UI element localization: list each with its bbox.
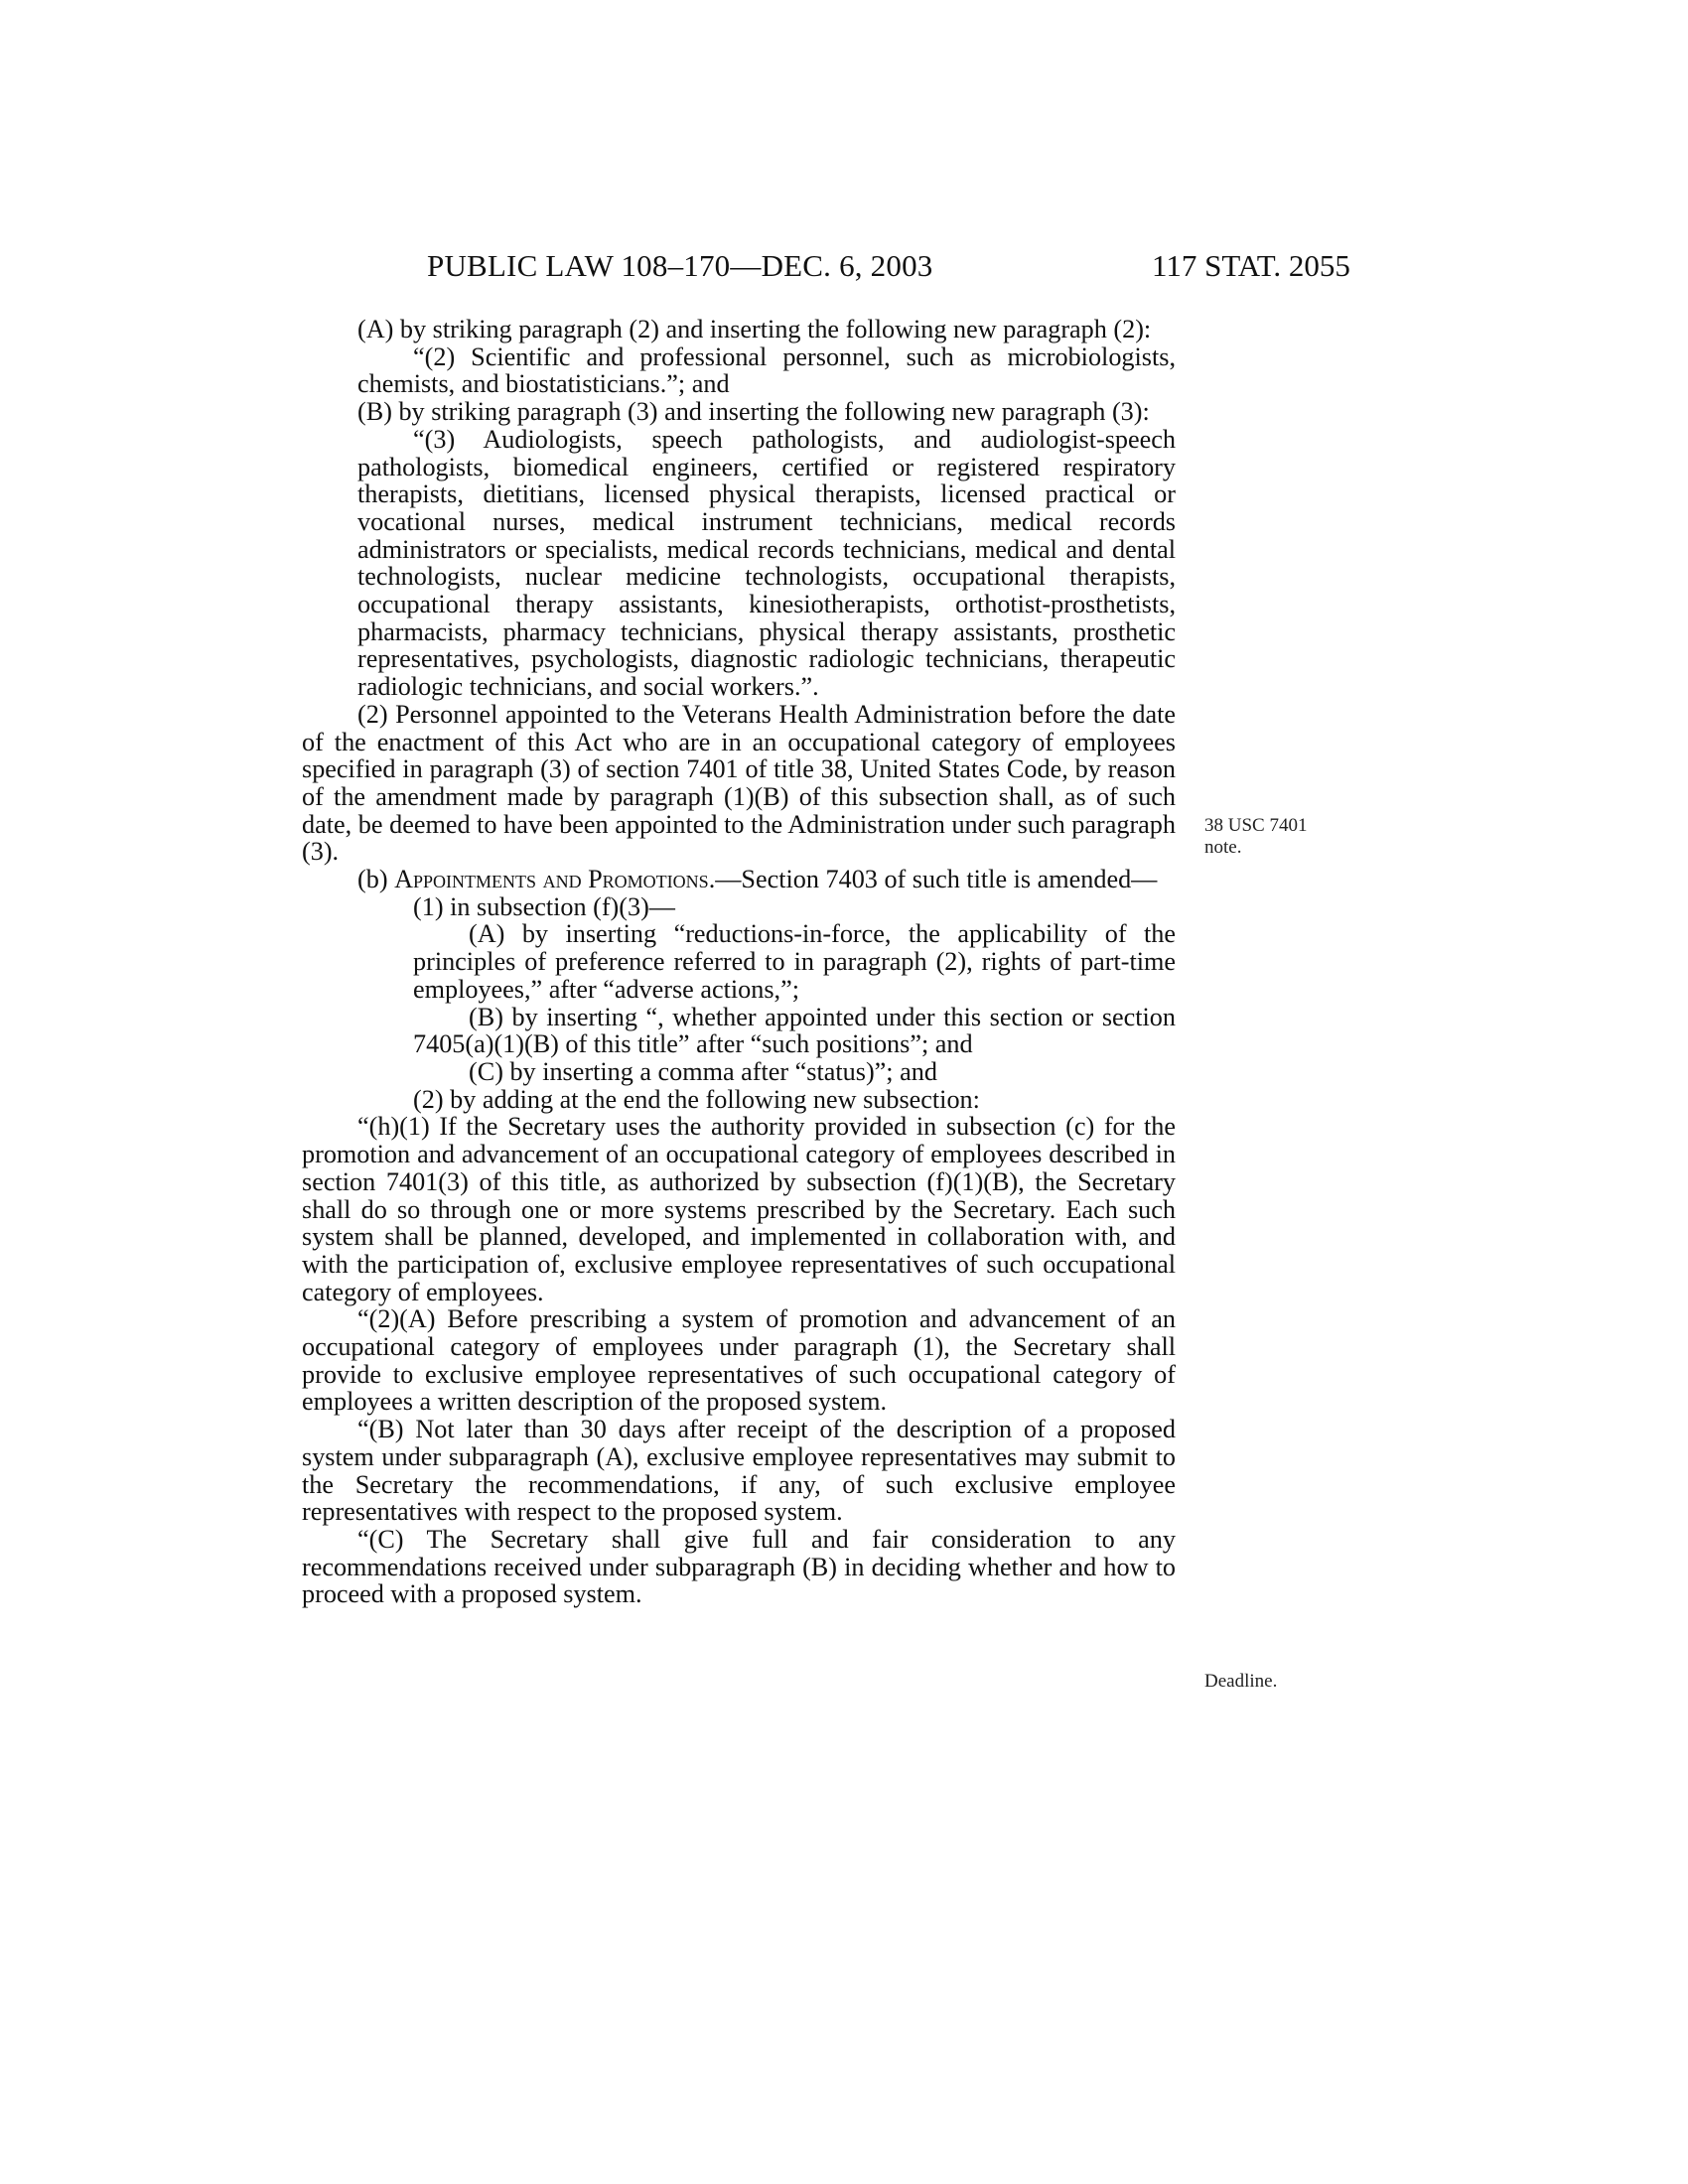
paragraph: (A) by striking paragraph (2) and inserting the following new paragraph (2): bbox=[357, 315, 1152, 343]
paragraph: “(B) Not later than 30 days after receipt of the description of a proposed system under subparagraph (A), exclusive employee representatives may submit to the Secretary the recommendations, if any, of such exclusive employee representatives with respect to the proposed system. bbox=[302, 1415, 1176, 1527]
paragraph: (B) by inserting “, whether appointed under this section or section 7405(a)(1)(B) of this title” after “such positions”; and bbox=[413, 1002, 1176, 1059]
paragraph: “(C) The Secretary shall give full and fair consideration to any recommendations received under subparagraph (B) in deciding whether and how to proceed with a proposed system. bbox=[302, 1524, 1176, 1609]
paragraph: (A) by inserting “reductions-in-force, the applicability of the principles of preference referred to in paragraph (2), rights of part-time employees,” after “adverse actions,”; bbox=[413, 919, 1176, 1004]
subsection-b bbox=[302, 866, 1176, 893]
paragraph: “(2)(A) Before prescribing a system of promotion and advancement of an occupational category of employees under paragraph (1), the Secretary shall provide to exclusive employee representatives of such occupational category of employees a written description of the proposed system. bbox=[302, 1304, 1176, 1417]
margin-note-line: 38 USC 7401 bbox=[1204, 815, 1308, 836]
statute-body bbox=[302, 316, 1176, 1608]
subsection-heading: Appointments and Promotions bbox=[394, 865, 709, 894]
paragraph: (C) by inserting a comma after “status)”; and bbox=[469, 1056, 937, 1086]
subsection-text: .—Section 7403 of such title is amended— bbox=[708, 865, 1158, 894]
page-stat-number: 117 STAT. 2055 bbox=[1152, 248, 1350, 283]
subsection-label: (b) bbox=[357, 865, 395, 894]
paragraph: “(3) Audiologists, speech pathologists, and audiologist-speech pathologists, biomedical engineers, certified or registered respiratory therapists, dietitians, licensed physical therapists, licensed practical or vocational nurses, medical instrument technicians, medical records administrators or specialists, medical records technicians, medical and dental technologists, nuclear medicine technologists, occupational therapists, occupational therapy assistants, kinesiotherapists, orthotist-prosthetists, pharmacists, pharmacy technicians, physical therapy assistants, prosthetic representatives, psychologists, diagnostic radiologic technicians, therapeutic radiologic technicians, and social workers.”. bbox=[357, 424, 1176, 702]
paragraph: “(h)(1) If the Secretary uses the authority provided in subsection (c) for the promotion and advancement of an occupational category of employees described in section 7401(3) of this title, as authorized by subsection (f)(1)(B), the Secretary shall do so through one or more systems prescribed by the Secretary. Each such system shall be planned, developed, and implemented in collaboration with, and with the participation of, exclusive employee representatives of such occupational category of employees. bbox=[302, 1112, 1176, 1306]
paragraph: (B) by striking paragraph (3) and inserting the following new paragraph (3): bbox=[357, 397, 1150, 427]
margin-note-usc bbox=[1204, 815, 1307, 859]
margin-note-deadline: Deadline. bbox=[1204, 1671, 1278, 1692]
paragraph: “(2) Scientific and professional personnel, such as microbiologists, chemists, and biostatisticians.”; and bbox=[357, 341, 1176, 399]
paragraph: (1) in subsection (f)(3)— bbox=[413, 891, 675, 921]
paragraph: (2) by adding at the end the following new subsection: bbox=[413, 1084, 980, 1114]
running-header-title: PUBLIC LAW 108–170—DEC. 6, 2003 bbox=[427, 248, 933, 283]
margin-note-line: note. bbox=[1204, 837, 1242, 858]
paragraph: (2) Personnel appointed to the Veterans Health Administration before the date of the enactment of this Act who are in an occupational category of employees specified in paragraph (3) of section 7401 of title 38, United States Code, by reason of the amendment made by paragraph (1)(B) of this subsection shall, as of such date, be deemed to have been appointed to the Administration under such paragraph (3). bbox=[302, 699, 1176, 867]
